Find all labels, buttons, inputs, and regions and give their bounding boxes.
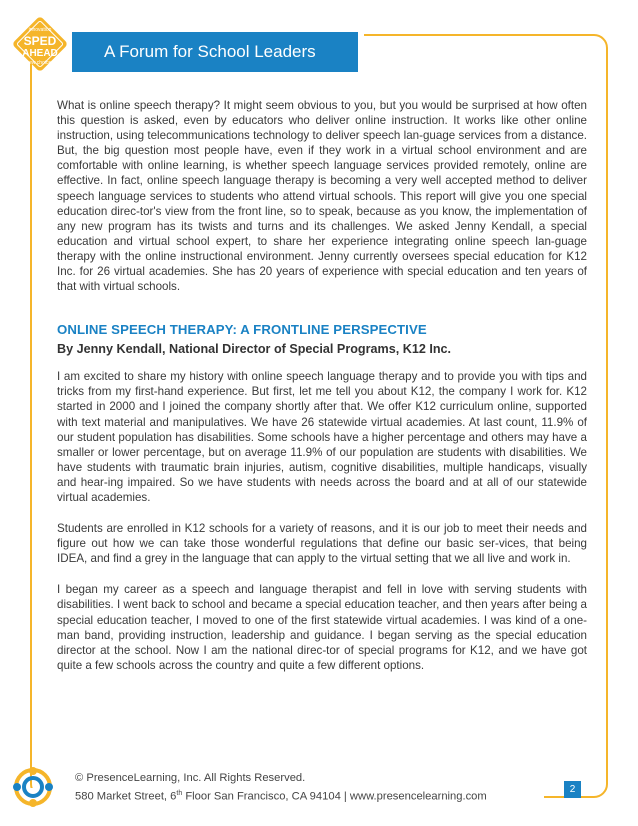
sped-ahead-badge (10, 14, 70, 74)
body-paragraph-2: Students are enrolled in K12 schools for a variety of reasons, and it is our job to meet their needs and figure out how we can take those wonderful regulations that define our basic ser-vices, that being IDEA, and find a grey in the language that can apply to the virtual setting that we all live and work in. (57, 522, 587, 566)
page-number: 2 (564, 781, 581, 798)
header-title-bar (72, 32, 358, 72)
byline: By Jenny Kendall, National Director of Special Programs, K12 Inc. (57, 342, 452, 357)
footer (75, 770, 487, 805)
footer-copyright: © PresenceLearning, Inc. All Rights Reserved. (75, 772, 306, 784)
badge-bottom-text: new choices (26, 60, 54, 66)
page-title: A Forum for School Leaders (104, 42, 316, 61)
badge-ahead-text: AHEAD (22, 48, 58, 59)
main-content (57, 98, 587, 673)
section-heading: ONLINE SPEECH THERAPY: A FRONTLINE PERSPECTIVE (57, 322, 427, 338)
body-paragraph-1: I am excited to share my history with online speech language therapy and to provide you with tips and tricks from my first-hand experience. But first, let me tell you about K12, the company I work for. K12 started in 2000 and I joined the company shortly after that. We offer K12 curriculum online, supported with text material and manipulatives. We have 26 statewide virtual academies. At last count, 11.9% of our student population has disabilities. Some schools have a higher percentage and others may have a smaller or lower percentage, but on average 11.9% of our population are students with disabilities. We have students with traumatic brain injuries, autism, cognitive disabilities, multiple handicaps, visually and hear-ing impaired. So we have students with needs across the board and at all of our statewide virtual academies. (57, 370, 587, 504)
badge-sped-text: SPED (23, 34, 57, 48)
badge-top-text: innovation (28, 27, 52, 33)
presencelearning-logo-icon (12, 766, 54, 808)
body-paragraph-3: I began my career as a speech and language therapist and fell in love with serving students with disabilities. I went back to school and became a special education teacher, and then years after being a special education teacher, I moved to one of the first statewide virtual academies. I was kind of a one-man band, providing instruction, leadership and guidance. I began serving as the special education director at the school. Now I am the national direc-tor of special programs for K12, and we have got quite a few schools across the country and quite a few different options. (57, 583, 587, 672)
intro-paragraph: What is online speech therapy? It might seem obvious to you, but you would be surprised at how often this question is asked, even by educators who deliver online instruction. It works like other online instruction, using telecommunications technology to deliver speech lan-guage services from a distance. But, the big question most people have, even if they work in a virtual school environment and are comfortable with online learning, is whether speech language services provided remotely, online are effective. In fact, online speech language therapy is becoming a very well accepted method to deliver speech language services to students who attend virtual schools. This report will give you one special education direc-tor's view from the front line, so to speak, because as you know, the implementation of any new program has its twists and turns and its challenges. We asked Jenny Kendall, a special education and virtual school expert, to share her experience integrating online speech lan-guage therapy with the online instructional environment. Jenny currently oversees special education for K12 Inc. for 26 virtual academies. She has 20 years of experience with special education and ten years of that with virtual schools. (57, 99, 587, 294)
footer-address: 580 Market Street, 6th Floor San Francisco, CA 94104 | www.presencelearning.com (75, 790, 487, 803)
